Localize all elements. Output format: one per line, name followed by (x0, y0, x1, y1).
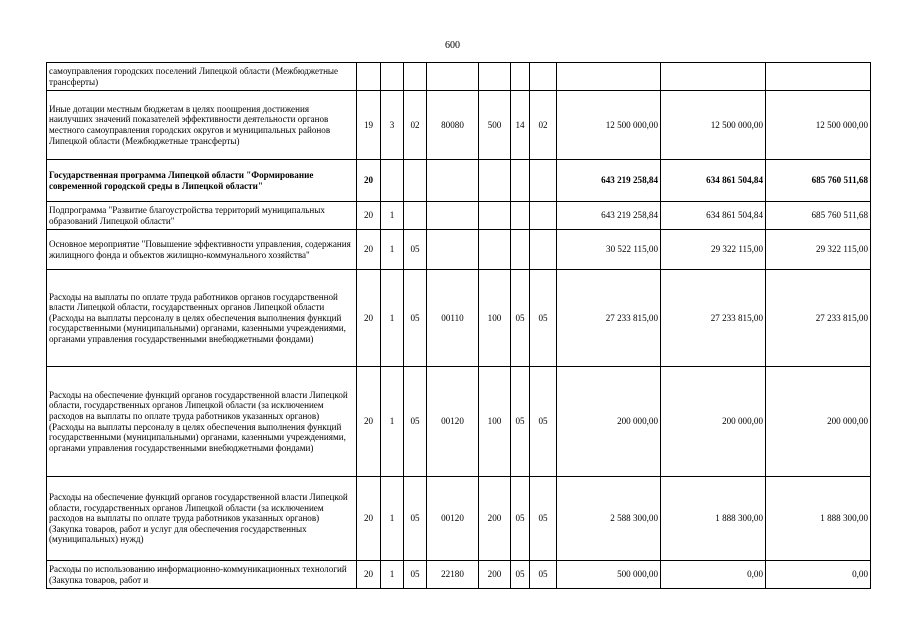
cell-year-1: 200 000,00 (557, 367, 661, 477)
cell-year-3: 27 233 815,00 (766, 270, 871, 367)
row-name: Расходы на выплаты по оплате труда работников органов государственной власти Липецкой области, государственных органов Липецкой области (Расходы на выплаты персоналу в целях обеспечения выполнения функций государственными (муниципальными) органами, казенными учреждениями, органами управления государственными внебюджетными фондами) (47, 270, 357, 367)
cell-rz (511, 63, 530, 91)
cell-pp (381, 63, 404, 91)
cell-om: 02 (404, 91, 427, 160)
cell-gp: 19 (357, 91, 381, 160)
table-row (47, 270, 871, 367)
table-row (47, 160, 871, 202)
cell-om (404, 160, 427, 202)
cell-pr: 05 (530, 477, 557, 561)
table-row (47, 561, 871, 589)
cell-year-2: 29 322 115,00 (661, 230, 766, 270)
row-name: Расходы на обеспечение функций органов государственной власти Липецкой области, государственных органов Липецкой области (за исключением расходов на выплаты по оплате труда работников указанных органов) (Расходы на выплаты персоналу в целях обеспечения выполнения функций государственными (муниципальными) органами, казенными учреждениями, органами управления государственными внебюджетными фондами) (47, 367, 357, 477)
cell-year-1: 500 000,00 (557, 561, 661, 589)
cell-dir: 00110 (427, 270, 479, 367)
cell-dir (427, 230, 479, 270)
cell-year-3 (766, 63, 871, 91)
cell-vr: 100 (479, 270, 511, 367)
cell-year-1: 30 522 115,00 (557, 230, 661, 270)
cell-pp: 1 (381, 230, 404, 270)
table-row (47, 91, 871, 160)
row-name: Иные дотации местным бюджетам в целях поощрения достижения наилучших значений показателей эффективности деятельности органов местного самоуправления городских округов и муниципальных районов Липецкой области (Межбюджетные трансферты) (47, 91, 357, 160)
table-row (47, 367, 871, 477)
cell-year-3: 685 760 511,68 (766, 202, 871, 230)
cell-rz (511, 160, 530, 202)
cell-year-2: 200 000,00 (661, 367, 766, 477)
cell-rz (511, 230, 530, 270)
cell-om: 05 (404, 270, 427, 367)
cell-rz: 05 (511, 477, 530, 561)
cell-rz (511, 202, 530, 230)
cell-year-2: 0,00 (661, 561, 766, 589)
cell-pr: 05 (530, 367, 557, 477)
cell-dir (427, 202, 479, 230)
cell-pr (530, 160, 557, 202)
row-name: Расходы по использованию информационно-коммуникационных технологий (Закупка товаров, работ и (47, 561, 357, 589)
cell-vr (479, 202, 511, 230)
cell-year-3: 0,00 (766, 561, 871, 589)
cell-year-1: 643 219 258,84 (557, 202, 661, 230)
cell-year-3: 200 000,00 (766, 367, 871, 477)
cell-vr (479, 63, 511, 91)
cell-year-2 (661, 63, 766, 91)
cell-gp: 20 (357, 561, 381, 589)
page-number: 600 (445, 40, 460, 51)
cell-om (404, 63, 427, 91)
cell-dir: 80080 (427, 91, 479, 160)
cell-dir: 00120 (427, 367, 479, 477)
cell-dir: 00120 (427, 477, 479, 561)
cell-pp: 1 (381, 477, 404, 561)
cell-pp: 1 (381, 202, 404, 230)
table-body (47, 63, 871, 589)
row-name: Подпрограмма "Развитие благоустройства территорий муниципальных образований Липецкой области" (47, 202, 357, 230)
row-name: Основное мероприятие "Повышение эффективности управления, содержания жилищного фонда и объектов жилищно-коммунального хозяйства" (47, 230, 357, 270)
row-name: Государственная программа Липецкой области "Формирование современной городской среды в Липецкой области" (47, 160, 357, 202)
cell-pp: 3 (381, 91, 404, 160)
cell-vr: 100 (479, 367, 511, 477)
cell-vr: 200 (479, 477, 511, 561)
cell-gp: 20 (357, 270, 381, 367)
cell-pr: 05 (530, 561, 557, 589)
cell-year-2: 1 888 300,00 (661, 477, 766, 561)
cell-rz: 14 (511, 91, 530, 160)
cell-rz: 05 (511, 270, 530, 367)
cell-om (404, 202, 427, 230)
cell-pp (381, 160, 404, 202)
cell-vr (479, 160, 511, 202)
cell-pp: 1 (381, 270, 404, 367)
cell-vr: 500 (479, 91, 511, 160)
cell-vr (479, 230, 511, 270)
cell-year-2: 12 500 000,00 (661, 91, 766, 160)
cell-year-1: 27 233 815,00 (557, 270, 661, 367)
row-name: Расходы на обеспечение функций органов государственной власти Липецкой области, государственных органов Липецкой области (за исключением расходов на выплаты по оплате труда работников указанных органов) (Закупка товаров, работ и услуг для обеспечения государственных (муниципальных) нужд) (47, 477, 357, 561)
table-row (47, 63, 871, 91)
cell-year-1: 12 500 000,00 (557, 91, 661, 160)
table-row (47, 202, 871, 230)
table-row (47, 477, 871, 561)
cell-year-2: 634 861 504,84 (661, 160, 766, 202)
cell-gp (357, 63, 381, 91)
cell-gp: 20 (357, 160, 381, 202)
cell-vr: 200 (479, 561, 511, 589)
cell-om: 05 (404, 230, 427, 270)
cell-om: 05 (404, 477, 427, 561)
cell-year-1: 2 588 300,00 (557, 477, 661, 561)
cell-year-3: 12 500 000,00 (766, 91, 871, 160)
cell-year-3: 29 322 115,00 (766, 230, 871, 270)
cell-dir: 22180 (427, 561, 479, 589)
cell-rz: 05 (511, 561, 530, 589)
cell-pp: 1 (381, 561, 404, 589)
cell-pr (530, 202, 557, 230)
table-row (47, 230, 871, 270)
cell-year-3: 1 888 300,00 (766, 477, 871, 561)
cell-gp: 20 (357, 477, 381, 561)
cell-year-1: 643 219 258,84 (557, 160, 661, 202)
cell-pp: 1 (381, 367, 404, 477)
cell-year-2: 634 861 504,84 (661, 202, 766, 230)
cell-pr (530, 230, 557, 270)
cell-gp: 20 (357, 367, 381, 477)
cell-rz: 05 (511, 367, 530, 477)
row-name: самоуправления городских поселений Липецкой области (Межбюджетные трансферты) (47, 63, 357, 91)
cell-pr: 02 (530, 91, 557, 160)
cell-year-2: 27 233 815,00 (661, 270, 766, 367)
cell-dir (427, 160, 479, 202)
cell-om: 05 (404, 561, 427, 589)
cell-dir (427, 63, 479, 91)
cell-year-3: 685 760 511,68 (766, 160, 871, 202)
cell-gp: 20 (357, 202, 381, 230)
cell-pr (530, 63, 557, 91)
cell-om: 05 (404, 367, 427, 477)
cell-gp: 20 (357, 230, 381, 270)
cell-year-1 (557, 63, 661, 91)
budget-table (46, 62, 871, 589)
cell-pr: 05 (530, 270, 557, 367)
